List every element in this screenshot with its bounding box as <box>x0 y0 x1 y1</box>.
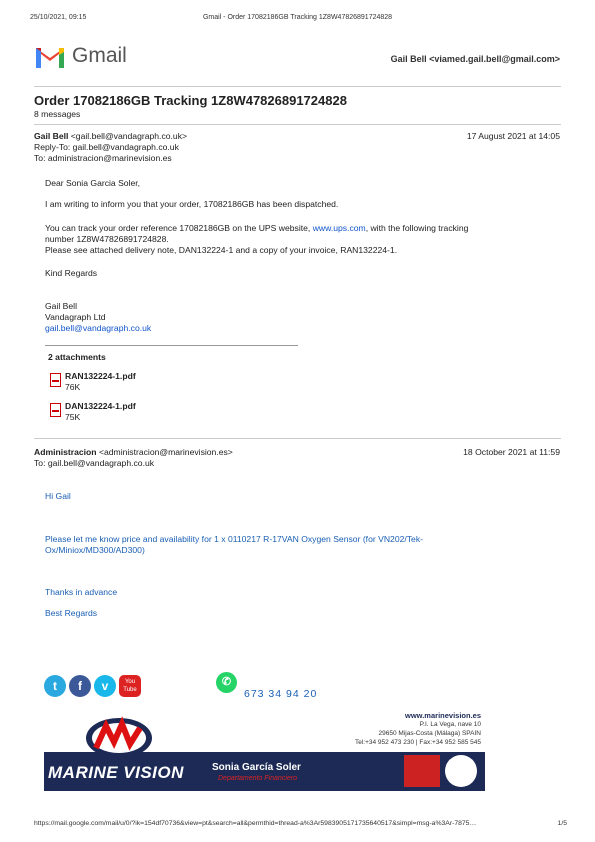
twitter-icon[interactable]: t <box>44 675 66 697</box>
print-datetime: 25/10/2021, 09:15 <box>30 14 87 21</box>
marine-vision-emblem <box>84 714 154 760</box>
attachments-title: 2 attachments <box>48 352 106 362</box>
certification-seal-icon <box>445 755 477 787</box>
message2-regards: Best Regards <box>45 608 98 618</box>
banner-person-name: Sonia García Soler <box>212 762 301 773</box>
banner-department: Departamento Financiero <box>218 775 297 782</box>
message2-to: To: gail.bell@vandagraph.co.uk <box>34 458 155 468</box>
message1-to: To: administracion@marinevision.es <box>34 153 172 163</box>
sender-email: <administracion@marinevision.es> <box>98 447 233 457</box>
certification-badge-icon <box>404 755 440 787</box>
gmail-logo-icon <box>34 44 66 68</box>
account-email: Gail Bell <viamed.gail.bell@gmail.com> <box>390 54 560 64</box>
thread-subject: Order 17082186GB Tracking 1Z8W47826891724828 <box>34 93 347 108</box>
message2-thanks: Thanks in advance <box>45 587 118 597</box>
banner-address-2: 29650 Mijas-Costa (Málaga) SPAIN <box>378 730 481 737</box>
message2-from <box>34 447 233 458</box>
attachment-size: 75K <box>65 412 81 422</box>
message1-p3: Please see attached delivery note, DAN132224-1 and a copy of your invoice, RAN132224-1. <box>45 245 398 255</box>
message2-p1: Please let me know price and availability for 1 x 0110217 R-17VAN Oxygen Sensor (for VN202/Tek- <box>45 534 423 544</box>
message1-closing: Kind Regards <box>45 268 98 278</box>
page-number: 1/5 <box>557 820 567 827</box>
signature-banner <box>44 708 485 791</box>
gmail-wordmark: Gmail <box>72 44 127 67</box>
signature-email-link[interactable]: gail.bell@vandagraph.co.uk <box>45 323 152 333</box>
banner-logo-text: MARINE VISION <box>48 763 184 782</box>
attachment-size: 76K <box>65 382 81 392</box>
message1-greeting: Dear Sonia Garcia Soler, <box>45 178 141 188</box>
whatsapp-icon[interactable]: ✆ <box>216 672 237 693</box>
message2-greeting: Hi Gail <box>45 491 71 501</box>
print-title: Gmail - Order 17082186GB Tracking 1Z8W47826891724828 <box>202 14 393 21</box>
facebook-icon[interactable]: f <box>69 675 91 697</box>
message2-date: 18 October 2021 at 11:59 <box>463 447 560 457</box>
message1-date: 17 August 2021 at 14:05 <box>466 131 560 141</box>
pdf-icon <box>50 373 61 387</box>
message-count: 8 messages <box>34 109 81 119</box>
print-url: https://mail.google.com/mail/u/0/?ik=154df70736&view=pt&search=all&permthid=thread-a%3Ar5983905171735640517&simpl=msg-a%3Ar-7875… <box>34 820 477 827</box>
sender-email: <gail.bell@vandagraph.co.uk> <box>70 131 188 141</box>
message1-p1: I am writing to inform you that your order, 17082186GB has been dispatched. <box>45 199 339 209</box>
message1-reply-to: Reply-To: gail.bell@vandagraph.co.uk <box>34 142 179 152</box>
youtube-icon[interactable]: You Tube <box>119 675 141 697</box>
phone-number: 673 34 94 20 <box>244 688 318 700</box>
attachment-name[interactable]: DAN132224-1.pdf <box>65 401 136 411</box>
vimeo-icon[interactable]: v <box>94 675 116 697</box>
sender-name: Gail Bell <box>34 131 69 141</box>
sender-name: Administracion <box>34 447 97 457</box>
signature-company: Vandagraph Ltd <box>45 312 106 322</box>
message1-p2: You can track your order reference 17082186GB on the UPS website, www.ups.com, with the following tracking <box>45 223 469 233</box>
attachment-name[interactable]: RAN132224-1.pdf <box>65 371 136 381</box>
message1-tracking: number 1Z8W47826891724828. <box>45 234 169 244</box>
pdf-icon <box>50 403 61 417</box>
message2-p1-cont: Ox/Miniox/MD300/AD300) <box>45 545 145 555</box>
message1-from <box>34 131 187 142</box>
banner-tel: Tel:+34 952 473 230 | Fax:+34 952 585 545 <box>354 739 481 746</box>
ups-link[interactable]: www.ups.com <box>312 223 366 233</box>
banner-address-1: P.I. La Vega, nave 10 <box>419 721 481 728</box>
banner-website: www.marinevision.es <box>405 711 481 720</box>
signature-name: Gail Bell <box>45 301 77 311</box>
